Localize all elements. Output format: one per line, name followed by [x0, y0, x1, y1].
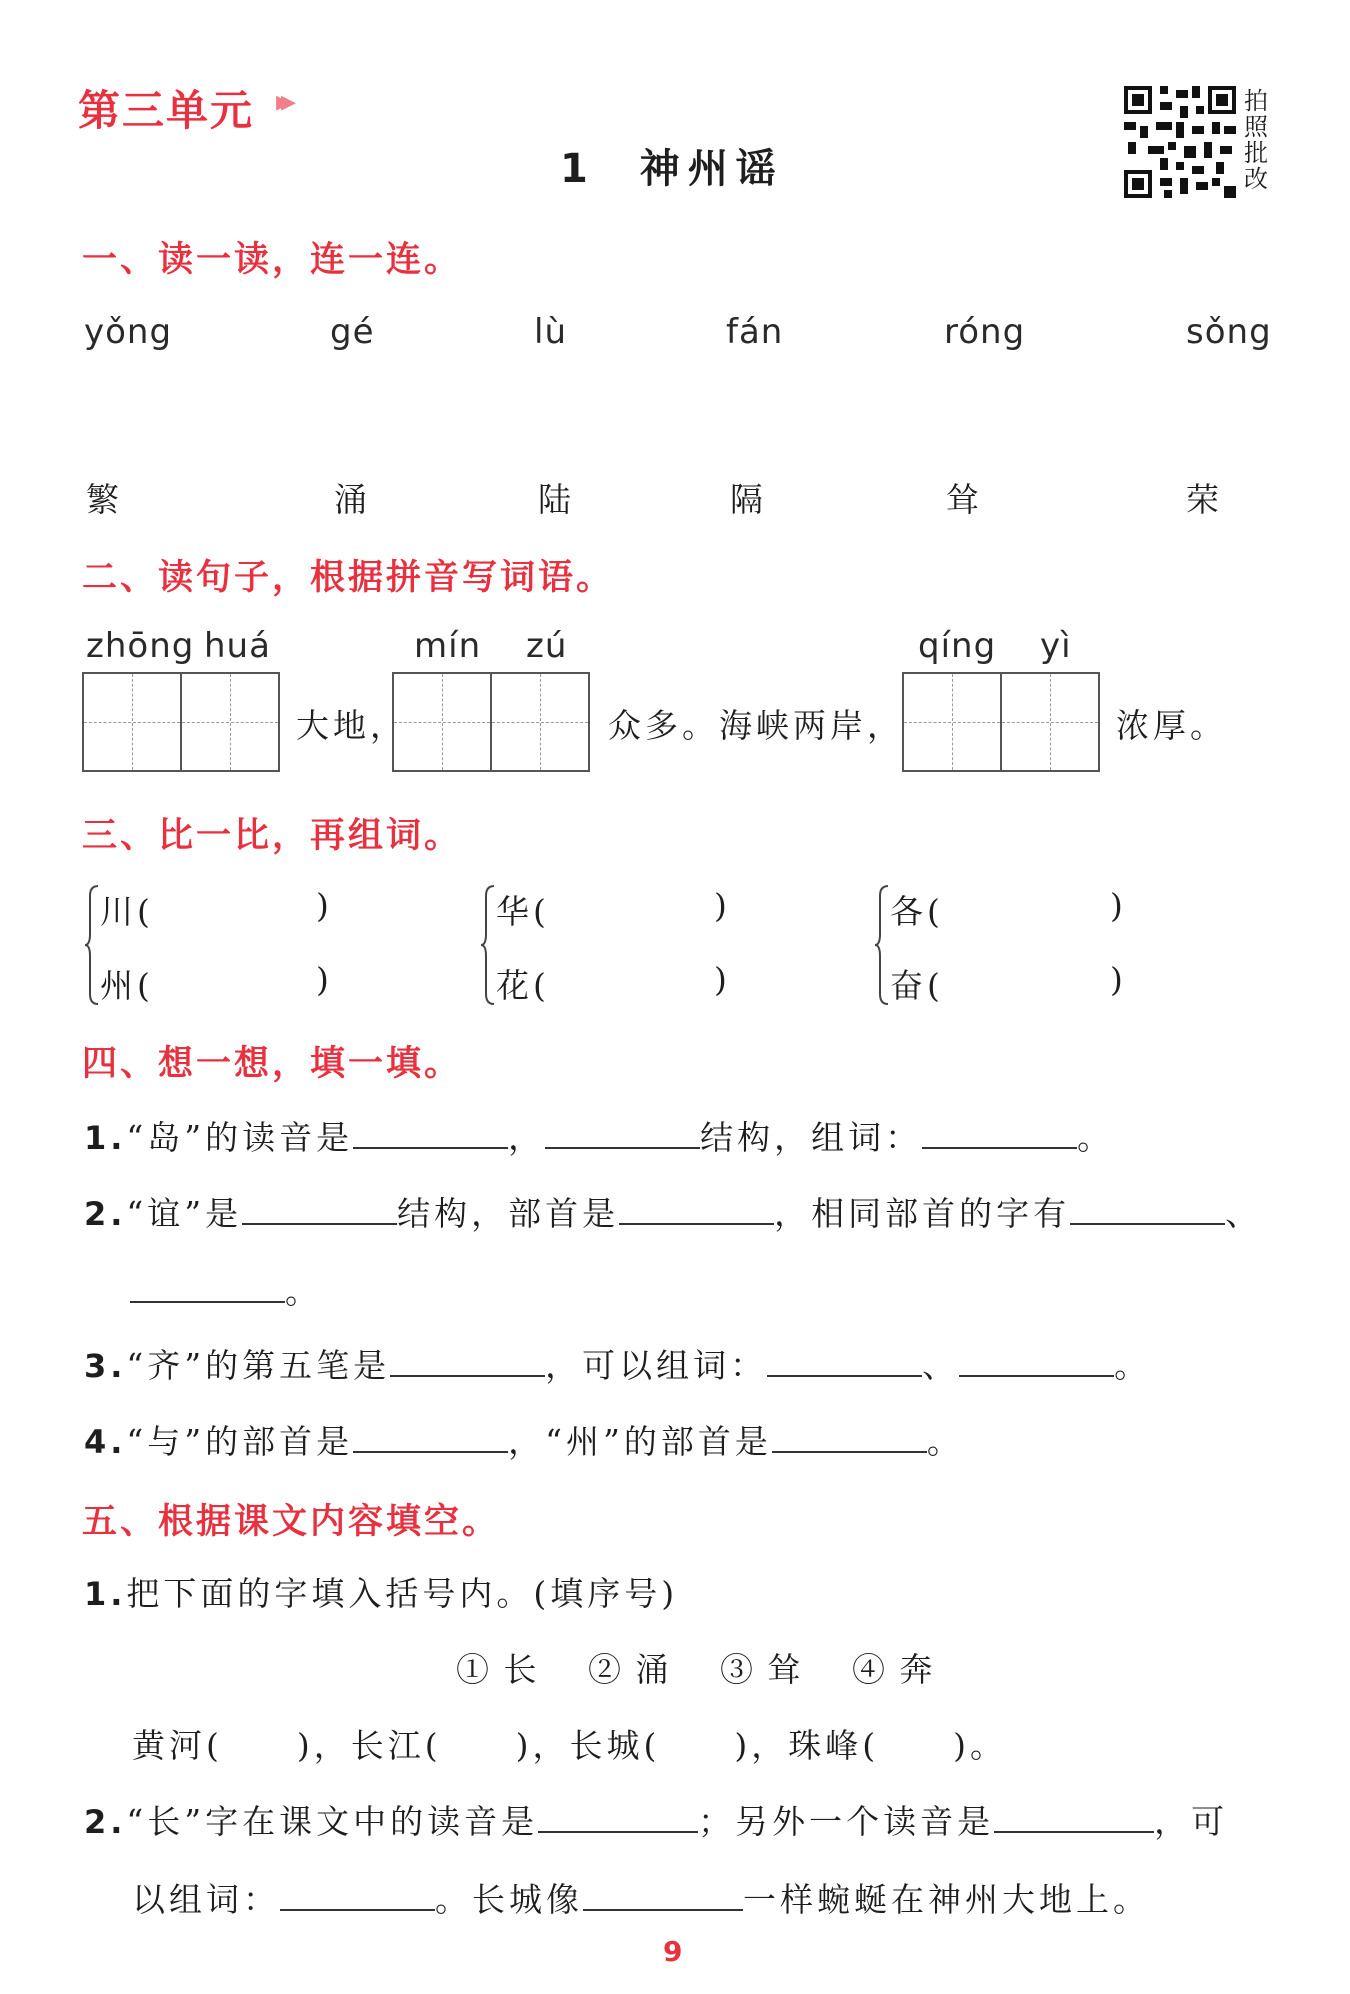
qr-code-icon[interactable]: [1124, 86, 1236, 198]
question-text: “岛”的读音是: [126, 1118, 354, 1157]
section3-title: 三、比一比，再组词。: [82, 816, 463, 856]
question-5-2-cont: [132, 1874, 1150, 1921]
answer-blank[interactable]: [922, 1113, 1077, 1149]
grid-cell[interactable]: [84, 674, 182, 770]
sentence-text: 众多。海峡两岸，: [608, 706, 904, 745]
answer-blank[interactable]: [545, 1113, 700, 1149]
question-text: 一样蜿蜒在神州大地上。: [743, 1880, 1150, 1919]
pinyin-item: qíng: [918, 626, 997, 666]
brace-icon: [874, 884, 890, 1006]
pinyin-item: zhōng: [86, 626, 195, 666]
fill-sentence[interactable]: 黄河( )，长江( )，长城( )，珠峰( )。: [132, 1726, 1007, 1765]
close-paren: ): [1110, 960, 1127, 999]
char-item: 繁: [86, 480, 123, 519]
question-number: 1.: [84, 1119, 127, 1157]
writing-grid[interactable]: [392, 672, 590, 772]
question-text: 。: [926, 1422, 964, 1461]
answer-blank[interactable]: [280, 1875, 435, 1911]
pinyin-item: sǒng: [1186, 312, 1272, 352]
answer-blank[interactable]: [353, 1417, 508, 1453]
pinyin-item: yǒng: [84, 312, 173, 352]
question-text: “齐”的第五笔是: [126, 1346, 391, 1385]
question-4-2: [84, 1188, 1262, 1235]
close-paren: ): [316, 960, 333, 999]
question-text: ，“州”的部首是: [508, 1422, 772, 1461]
question-4-1: [84, 1112, 1114, 1159]
answer-blank[interactable]: [583, 1875, 743, 1911]
option-item: ③ 耸: [720, 1650, 803, 1689]
question-text: 结构，组词：: [700, 1118, 923, 1157]
pinyin-item: zú: [526, 626, 568, 666]
char-item: 陆: [538, 480, 575, 519]
section1-title: 一、读一读，连一连。: [82, 240, 463, 280]
question-text: ；另外一个读音是: [698, 1802, 995, 1841]
question-number: 2.: [84, 1195, 127, 1233]
grid-cell[interactable]: [182, 674, 278, 770]
answer-blank[interactable]: [353, 1113, 508, 1149]
page-number: 9: [663, 1935, 683, 1968]
answer-blank[interactable]: [994, 1797, 1154, 1833]
answer-blank[interactable]: [959, 1341, 1114, 1377]
question-text: ，可以组词：: [545, 1346, 768, 1385]
question-number: 2.: [84, 1803, 127, 1841]
question-text: 、: [922, 1346, 960, 1385]
question-text: “长”字在课文中的读音是: [126, 1802, 539, 1841]
char-item: 涌: [334, 480, 371, 519]
lesson-title: 1 神州谣: [560, 146, 784, 192]
question-text: ，: [508, 1118, 546, 1157]
question-text: ，相同部首的字有: [774, 1194, 1071, 1233]
question-text: 。长城像: [435, 1880, 583, 1919]
grid-cell[interactable]: [1002, 674, 1098, 770]
question-text: 。: [1077, 1118, 1115, 1157]
pinyin-item: yì: [1040, 626, 1072, 666]
section5-title: 五、根据课文内容填空。: [82, 1502, 501, 1542]
question-text: “与”的部首是: [126, 1422, 354, 1461]
compare-item: 川(: [100, 892, 154, 931]
compare-item: 各(: [890, 892, 944, 931]
question-number: 3.: [84, 1347, 127, 1385]
answer-blank[interactable]: [772, 1417, 927, 1453]
compare-item: 奋(: [890, 966, 944, 1005]
grid-cell[interactable]: [904, 674, 1002, 770]
section2-title: 二、读句子，根据拼音写词语。: [82, 558, 615, 598]
answer-blank[interactable]: [538, 1797, 698, 1833]
pinyin-item: lù: [534, 312, 567, 352]
option-item: ① 长: [456, 1650, 539, 1689]
question-4-3: [84, 1340, 1151, 1387]
question-number: 1.: [84, 1575, 127, 1613]
compare-item: 州(: [100, 966, 154, 1005]
option-item: ④ 奔: [852, 1650, 935, 1689]
pinyin-item: huá: [204, 626, 271, 666]
pinyin-item: gé: [330, 312, 375, 352]
question-5-1: [84, 1568, 678, 1615]
answer-blank[interactable]: [130, 1267, 285, 1303]
compare-item: 花(: [496, 966, 550, 1005]
pinyin-item: fán: [726, 312, 784, 352]
pinyin-item: mín: [414, 626, 482, 666]
question-text: 。: [1114, 1346, 1152, 1385]
answer-blank[interactable]: [619, 1189, 774, 1225]
sentence-text: 大地，: [296, 706, 407, 745]
char-item: 荣: [1186, 480, 1223, 519]
answer-blank[interactable]: [390, 1341, 545, 1377]
unit-arrow-icon: ▸▸: [276, 84, 287, 119]
question-text: 、: [1225, 1194, 1263, 1233]
question-text: “谊”是: [126, 1194, 243, 1233]
char-item: 耸: [946, 480, 983, 519]
question-text: 以组词：: [132, 1880, 280, 1919]
answer-blank[interactable]: [1070, 1189, 1225, 1225]
close-paren: ): [714, 960, 731, 999]
pinyin-item: róng: [944, 312, 1026, 352]
writing-grid[interactable]: [82, 672, 280, 772]
compare-item: 华(: [496, 892, 550, 931]
qr-label: 拍照批改: [1244, 87, 1268, 193]
grid-cell[interactable]: [492, 674, 588, 770]
sentence-text: 浓厚。: [1116, 706, 1227, 745]
brace-icon: [480, 884, 496, 1006]
grid-cell[interactable]: [394, 674, 492, 770]
question-4-2-cont: [130, 1266, 322, 1313]
writing-grid[interactable]: [902, 672, 1100, 772]
question-text: 。: [285, 1272, 322, 1311]
unit-title: 第三单元: [78, 86, 255, 135]
answer-blank[interactable]: [242, 1189, 397, 1225]
close-paren: ): [316, 886, 333, 925]
close-paren: ): [714, 886, 731, 925]
option-item: ② 涌: [588, 1650, 671, 1689]
section4-title: 四、想一想，填一填。: [82, 1044, 463, 1084]
char-item: 隔: [730, 480, 767, 519]
answer-blank[interactable]: [767, 1341, 922, 1377]
question-text: 把下面的字填入括号内。(填序号): [126, 1574, 679, 1613]
question-5-2: [84, 1796, 1228, 1843]
question-number: 4.: [84, 1423, 127, 1461]
question-text: ，可: [1154, 1802, 1229, 1841]
question-4-4: [84, 1416, 964, 1463]
close-paren: ): [1110, 886, 1127, 925]
question-text: 结构，部首是: [397, 1194, 620, 1233]
brace-icon: [84, 884, 100, 1006]
